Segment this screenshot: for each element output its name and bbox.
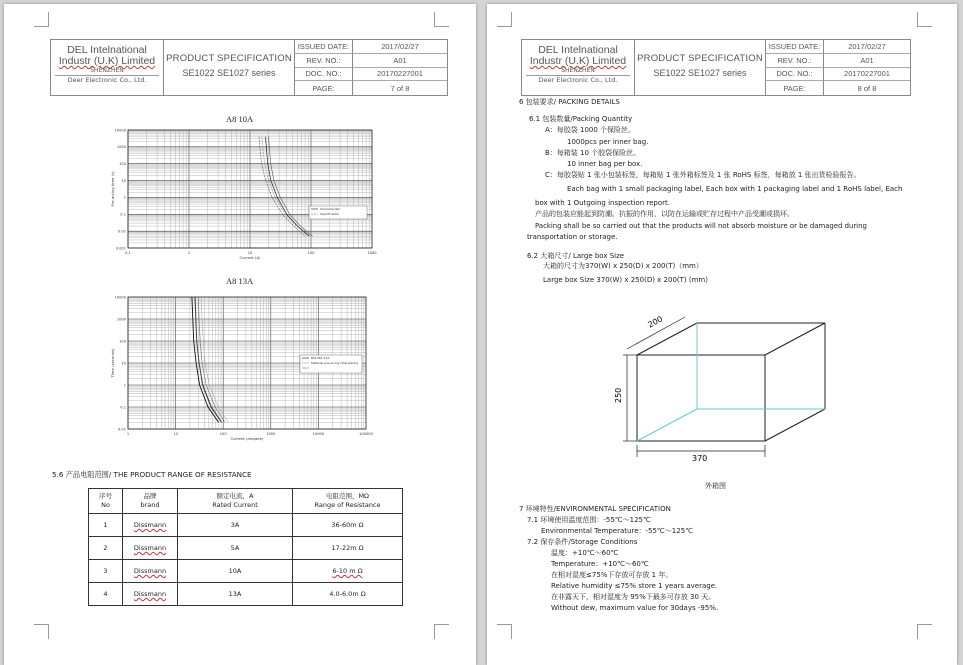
y-tick-label: 0.1 <box>120 212 126 217</box>
y-tick-label: 100 <box>119 162 126 167</box>
item-c-en1: Each bag with 1 small packaging label, Each box with 1 packaging label and 1 RoHS label, Each <box>567 185 903 193</box>
y-axis-label: Pre-arcing time (s) <box>110 171 115 207</box>
page-label: PAGE: <box>295 81 353 95</box>
box-edge <box>765 409 825 441</box>
company-logo <box>51 40 164 95</box>
doc-meta <box>295 40 447 95</box>
x-tick-label: 0.1 <box>125 251 131 255</box>
storage-line-2: Temperature：+10℃～60℃ <box>551 560 649 568</box>
spec-title: PRODUCT SPECIFICATION <box>637 53 763 64</box>
header-brand: 品牌 brand <box>123 489 178 514</box>
item-a-en: 1000pcs per inner bag. <box>567 138 649 146</box>
y-tick-label: 10000 <box>114 295 126 300</box>
crop-mark <box>917 12 932 27</box>
company-name-line2: Industr (U.K) Limited <box>58 55 156 67</box>
doc-label: DOC. NO.: <box>295 68 353 82</box>
series-line <box>262 137 308 237</box>
page-value: 8 of 8 <box>857 83 877 93</box>
company-city: SHENZHEN <box>90 67 124 74</box>
page-label: PAGE: <box>766 81 824 95</box>
company-subtitle: Deer Electronic Co., Ltd. <box>55 75 159 84</box>
table-row: 2 Dissmann 5A 17-22m Ω <box>89 537 403 560</box>
page-value: 7 of 8 <box>390 83 410 93</box>
box-hidden-edge <box>637 409 697 441</box>
item-c-cn: C：每胶袋贴 1 张小包装标签，每箱贴 1 张外箱标签及 1 张 RoHS 标签，每箱放 1 张出货检验报告。 <box>545 171 861 179</box>
y-tick-label: 0.01 <box>117 229 126 234</box>
doc-value: 20170227001 <box>824 68 910 82</box>
crop-mark <box>497 624 512 639</box>
company-name-line2: Industr (U.K) Limited <box>529 55 627 67</box>
issued-value: 2017/02/27 <box>824 40 910 54</box>
section-6-title: 6 包装要求/ PACKING DETAILS <box>519 98 620 106</box>
x-axis-label: Current (ampere) <box>230 436 264 441</box>
legend-label: Specification <box>320 212 340 216</box>
x-axis-label: Current (A) <box>239 255 261 260</box>
x-tick-label: 10000 <box>312 432 325 436</box>
rev-value: A01 <box>353 54 447 68</box>
issued-value: 2017/02/27 <box>353 40 447 54</box>
chart-13a <box>104 289 374 444</box>
storage-line-3: 在相对湿度≤75%下存放可存放 1 年。 <box>551 571 673 579</box>
company-logo <box>522 40 635 95</box>
y-tick-label: 1 <box>123 383 126 388</box>
box-front-face <box>637 355 765 441</box>
y-tick-label: 10000 <box>114 128 126 133</box>
section-7-1-en: Environmental Temperature：-55℃～125℃ <box>541 527 694 535</box>
item-c-en2: box with 1 Outgoing inspection report. <box>535 199 670 207</box>
dim-200-label: 200 <box>646 314 665 330</box>
box-diagram <box>597 299 837 469</box>
section-7-1-cn: 7.1 环境使用温度范围：-55℃～125℃ <box>527 516 651 524</box>
table-row: 4 Dissmann 13A 4.0-6.0m Ω <box>89 583 403 606</box>
dim-370-label: 370 <box>692 454 708 463</box>
crop-mark <box>34 624 49 639</box>
storage-line-4: Relative humidity ≤75% store 1 years average. <box>551 582 718 590</box>
chart2-title: A8 13A <box>226 276 254 286</box>
packing-en2: transportation or storage. <box>527 233 618 241</box>
x-tick-label: 1000 <box>266 432 276 436</box>
y-tick-label: 10 <box>121 178 126 183</box>
packing-en1: Packing shall be so carried out that the products will not absorb moisture or be damaged during <box>535 222 867 230</box>
y-tick-label: 1 <box>123 195 126 200</box>
spec-series: SE1022 SE1027 series <box>653 68 747 78</box>
document-page-8 <box>487 4 957 665</box>
crop-mark <box>497 12 512 27</box>
company-name-line1: DEL Intelnational <box>538 44 618 56</box>
series-line <box>269 137 313 237</box>
spec-series: SE1022 SE1027 series <box>182 68 276 78</box>
document-page-7 <box>4 4 476 665</box>
resistance-section-title: 5.6 产品电阻范围/ THE PRODUCT RANGE OF RESISTANCE <box>52 470 252 479</box>
y-tick-label: 1000 <box>116 317 126 322</box>
legend-label: Characteristic <box>320 207 341 211</box>
crop-mark <box>434 624 449 639</box>
item-b-en: 10 inner bag per box. <box>567 160 643 168</box>
doc-value: 20170227001 <box>353 68 447 82</box>
dim-250-label: 250 <box>614 387 623 403</box>
box-caption: 外箱图 <box>705 482 726 490</box>
section-6-2-title: 6.2 大箱尺寸/ Large box Size <box>527 252 625 260</box>
legend-label: BS1362 13A <box>311 356 330 360</box>
box-size-cn: 大箱的尺寸为370(W) x 250(D) x 200(T)（mm） <box>543 262 703 270</box>
x-tick-label: 100 <box>307 251 315 255</box>
company-city: SHENZHEN <box>561 67 595 74</box>
company-subtitle: Deer Electronic Co., Ltd. <box>526 75 630 84</box>
item-a-cn: A：每胶袋 1000 个保险丝。 <box>545 126 636 134</box>
header-rated-current: 额定电流，A Rated Current <box>178 489 293 514</box>
table-row: 3 Dissmann 10A 6-10 m Ω <box>89 560 403 583</box>
storage-line-5: 在非露天下，相对湿度为 95%下最多可存放 30 天。 <box>551 593 716 601</box>
box-edge <box>637 323 697 355</box>
rev-label: REV. NO.: <box>766 54 824 68</box>
y-tick-label: 0.1 <box>120 405 126 410</box>
storage-line-1: 温度：+10℃～60℃ <box>551 549 619 557</box>
x-tick-label: 10 <box>247 251 253 255</box>
x-tick-label: 1000 <box>367 251 377 255</box>
packing-cn: 产品的包装应能起到防潮、抗振的作用，以防在运输或贮存过程中产品受潮或损坏。 <box>535 210 794 218</box>
crop-mark <box>34 12 49 27</box>
section-7-title: 7 环境特性/ENVIRONMENTAL SPECIFICATION <box>519 505 671 513</box>
spec-block <box>164 40 295 95</box>
series-line <box>266 137 310 237</box>
header-no: 序号 No <box>89 489 123 514</box>
chart1-title: A8 10A <box>226 114 254 124</box>
doc-meta <box>766 40 910 95</box>
box-edge <box>765 323 825 355</box>
company-name-line1: DEL Intelnational <box>67 44 147 56</box>
x-tick-label: 10 <box>173 432 178 436</box>
y-tick-label: 100 <box>119 339 126 344</box>
item-b-cn: B：每箱装 10 个胶袋保险丝。 <box>545 149 641 157</box>
table-row: 1 Dissmann 3A 36-60m Ω <box>89 514 403 537</box>
y-tick-label: 0.01 <box>117 427 126 432</box>
y-axis-label: Time (seconds) <box>110 348 115 378</box>
rev-value: A01 <box>824 54 910 68</box>
storage-line-6: Without dew, maximum value for 30days -95%. <box>551 604 719 612</box>
y-tick-label: 1000 <box>116 145 126 150</box>
x-tick-label: 1 <box>126 432 130 436</box>
page-header <box>50 39 448 96</box>
crop-mark <box>917 624 932 639</box>
spec-title: PRODUCT SPECIFICATION <box>166 53 292 64</box>
section-6-1-title: 6.1 包装数量/Packing Quantity <box>529 115 633 123</box>
crop-mark <box>434 12 449 27</box>
x-tick-label: 100 <box>219 432 227 436</box>
issued-label: ISSUED DATE: <box>766 40 824 54</box>
y-tick-label: 0.001 <box>115 246 126 251</box>
header-range: 电阻范围，MΩ Range of Resistance <box>293 489 403 514</box>
x-tick-label: 1 <box>187 251 191 255</box>
section-7-2-title: 7.2 保存条件/Storage Conditions <box>527 538 638 546</box>
resistance-table <box>88 488 403 606</box>
spec-block <box>635 40 766 95</box>
rev-label: REV. NO.: <box>295 54 353 68</box>
x-tick-label: 100000 <box>359 432 373 436</box>
doc-label: DOC. NO.: <box>766 68 824 82</box>
box-size-en: Large box Size 370(W) x 250(D) x 200(T) (mm) <box>543 276 708 284</box>
chart-10a <box>104 124 379 264</box>
series-line <box>259 137 305 237</box>
page-header <box>521 39 911 96</box>
series-line <box>201 297 228 422</box>
y-tick-label: 10 <box>121 361 126 366</box>
legend-label: Material pre-arcing (Standards) <box>311 361 358 365</box>
issued-label: ISSUED DATE: <box>295 40 353 54</box>
